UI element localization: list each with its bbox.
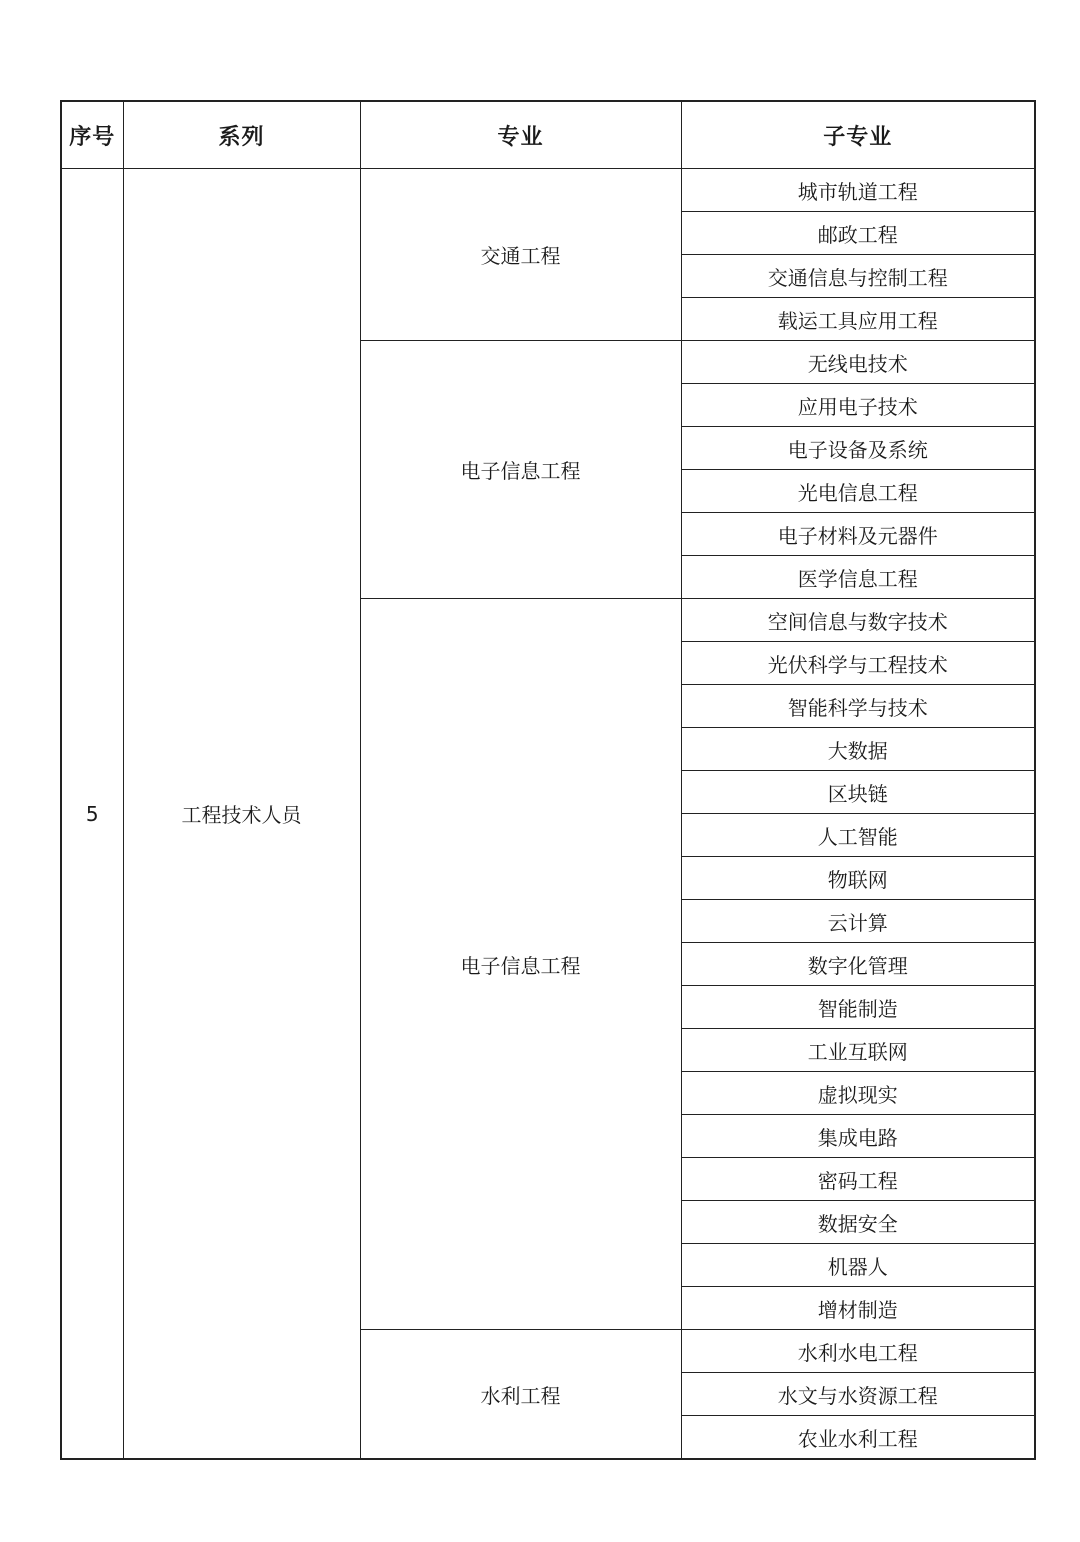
header-series: 系列 <box>123 101 360 169</box>
specialty-table <box>60 100 1036 1460</box>
sub-major-cell: 医学信息工程 <box>681 556 1035 599</box>
sub-major-cell: 邮政工程 <box>681 212 1035 255</box>
sub-major-cell: 电子材料及元器件 <box>681 513 1035 556</box>
table-row <box>61 169 1035 212</box>
major-cell: 电子信息工程 <box>360 341 681 599</box>
table-body <box>61 169 1035 1460</box>
sub-major-cell: 人工智能 <box>681 814 1035 857</box>
major-cell: 电子信息工程 <box>360 599 681 1330</box>
major-cell: 交通工程 <box>360 169 681 341</box>
sub-major-cell: 载运工具应用工程 <box>681 298 1035 341</box>
sub-major-cell: 工业互联网 <box>681 1029 1035 1072</box>
sub-major-cell: 电子设备及系统 <box>681 427 1035 470</box>
sub-major-cell: 光伏科学与工程技术 <box>681 642 1035 685</box>
sub-major-cell: 大数据 <box>681 728 1035 771</box>
sub-major-cell: 应用电子技术 <box>681 384 1035 427</box>
sub-major-cell: 空间信息与数字技术 <box>681 599 1035 642</box>
header-serial: 序号 <box>61 101 123 169</box>
sub-major-cell: 智能制造 <box>681 986 1035 1029</box>
sub-major-cell: 机器人 <box>681 1244 1035 1287</box>
sub-major-cell: 光电信息工程 <box>681 470 1035 513</box>
header-sub-major: 子专业 <box>681 101 1035 169</box>
sub-major-cell: 智能科学与技术 <box>681 685 1035 728</box>
header-major: 专业 <box>360 101 681 169</box>
sub-major-cell: 无线电技术 <box>681 341 1035 384</box>
sub-major-cell: 密码工程 <box>681 1158 1035 1201</box>
sub-major-cell: 水利水电工程 <box>681 1330 1035 1373</box>
sub-major-cell: 区块链 <box>681 771 1035 814</box>
header-row <box>61 101 1035 169</box>
sub-major-cell: 增材制造 <box>681 1287 1035 1330</box>
sub-major-cell: 虚拟现实 <box>681 1072 1035 1115</box>
major-cell: 水利工程 <box>360 1330 681 1460</box>
sub-major-cell: 物联网 <box>681 857 1035 900</box>
sub-major-cell: 数据安全 <box>681 1201 1035 1244</box>
sub-major-cell: 数字化管理 <box>681 943 1035 986</box>
series-cell: 工程技术人员 <box>123 169 360 1460</box>
sub-major-cell: 集成电路 <box>681 1115 1035 1158</box>
sub-major-cell: 云计算 <box>681 900 1035 943</box>
serial-number-cell: 5 <box>61 169 123 1460</box>
sub-major-cell: 农业水利工程 <box>681 1416 1035 1460</box>
sub-major-cell: 城市轨道工程 <box>681 169 1035 212</box>
sub-major-cell: 交通信息与控制工程 <box>681 255 1035 298</box>
sub-major-cell: 水文与水资源工程 <box>681 1373 1035 1416</box>
